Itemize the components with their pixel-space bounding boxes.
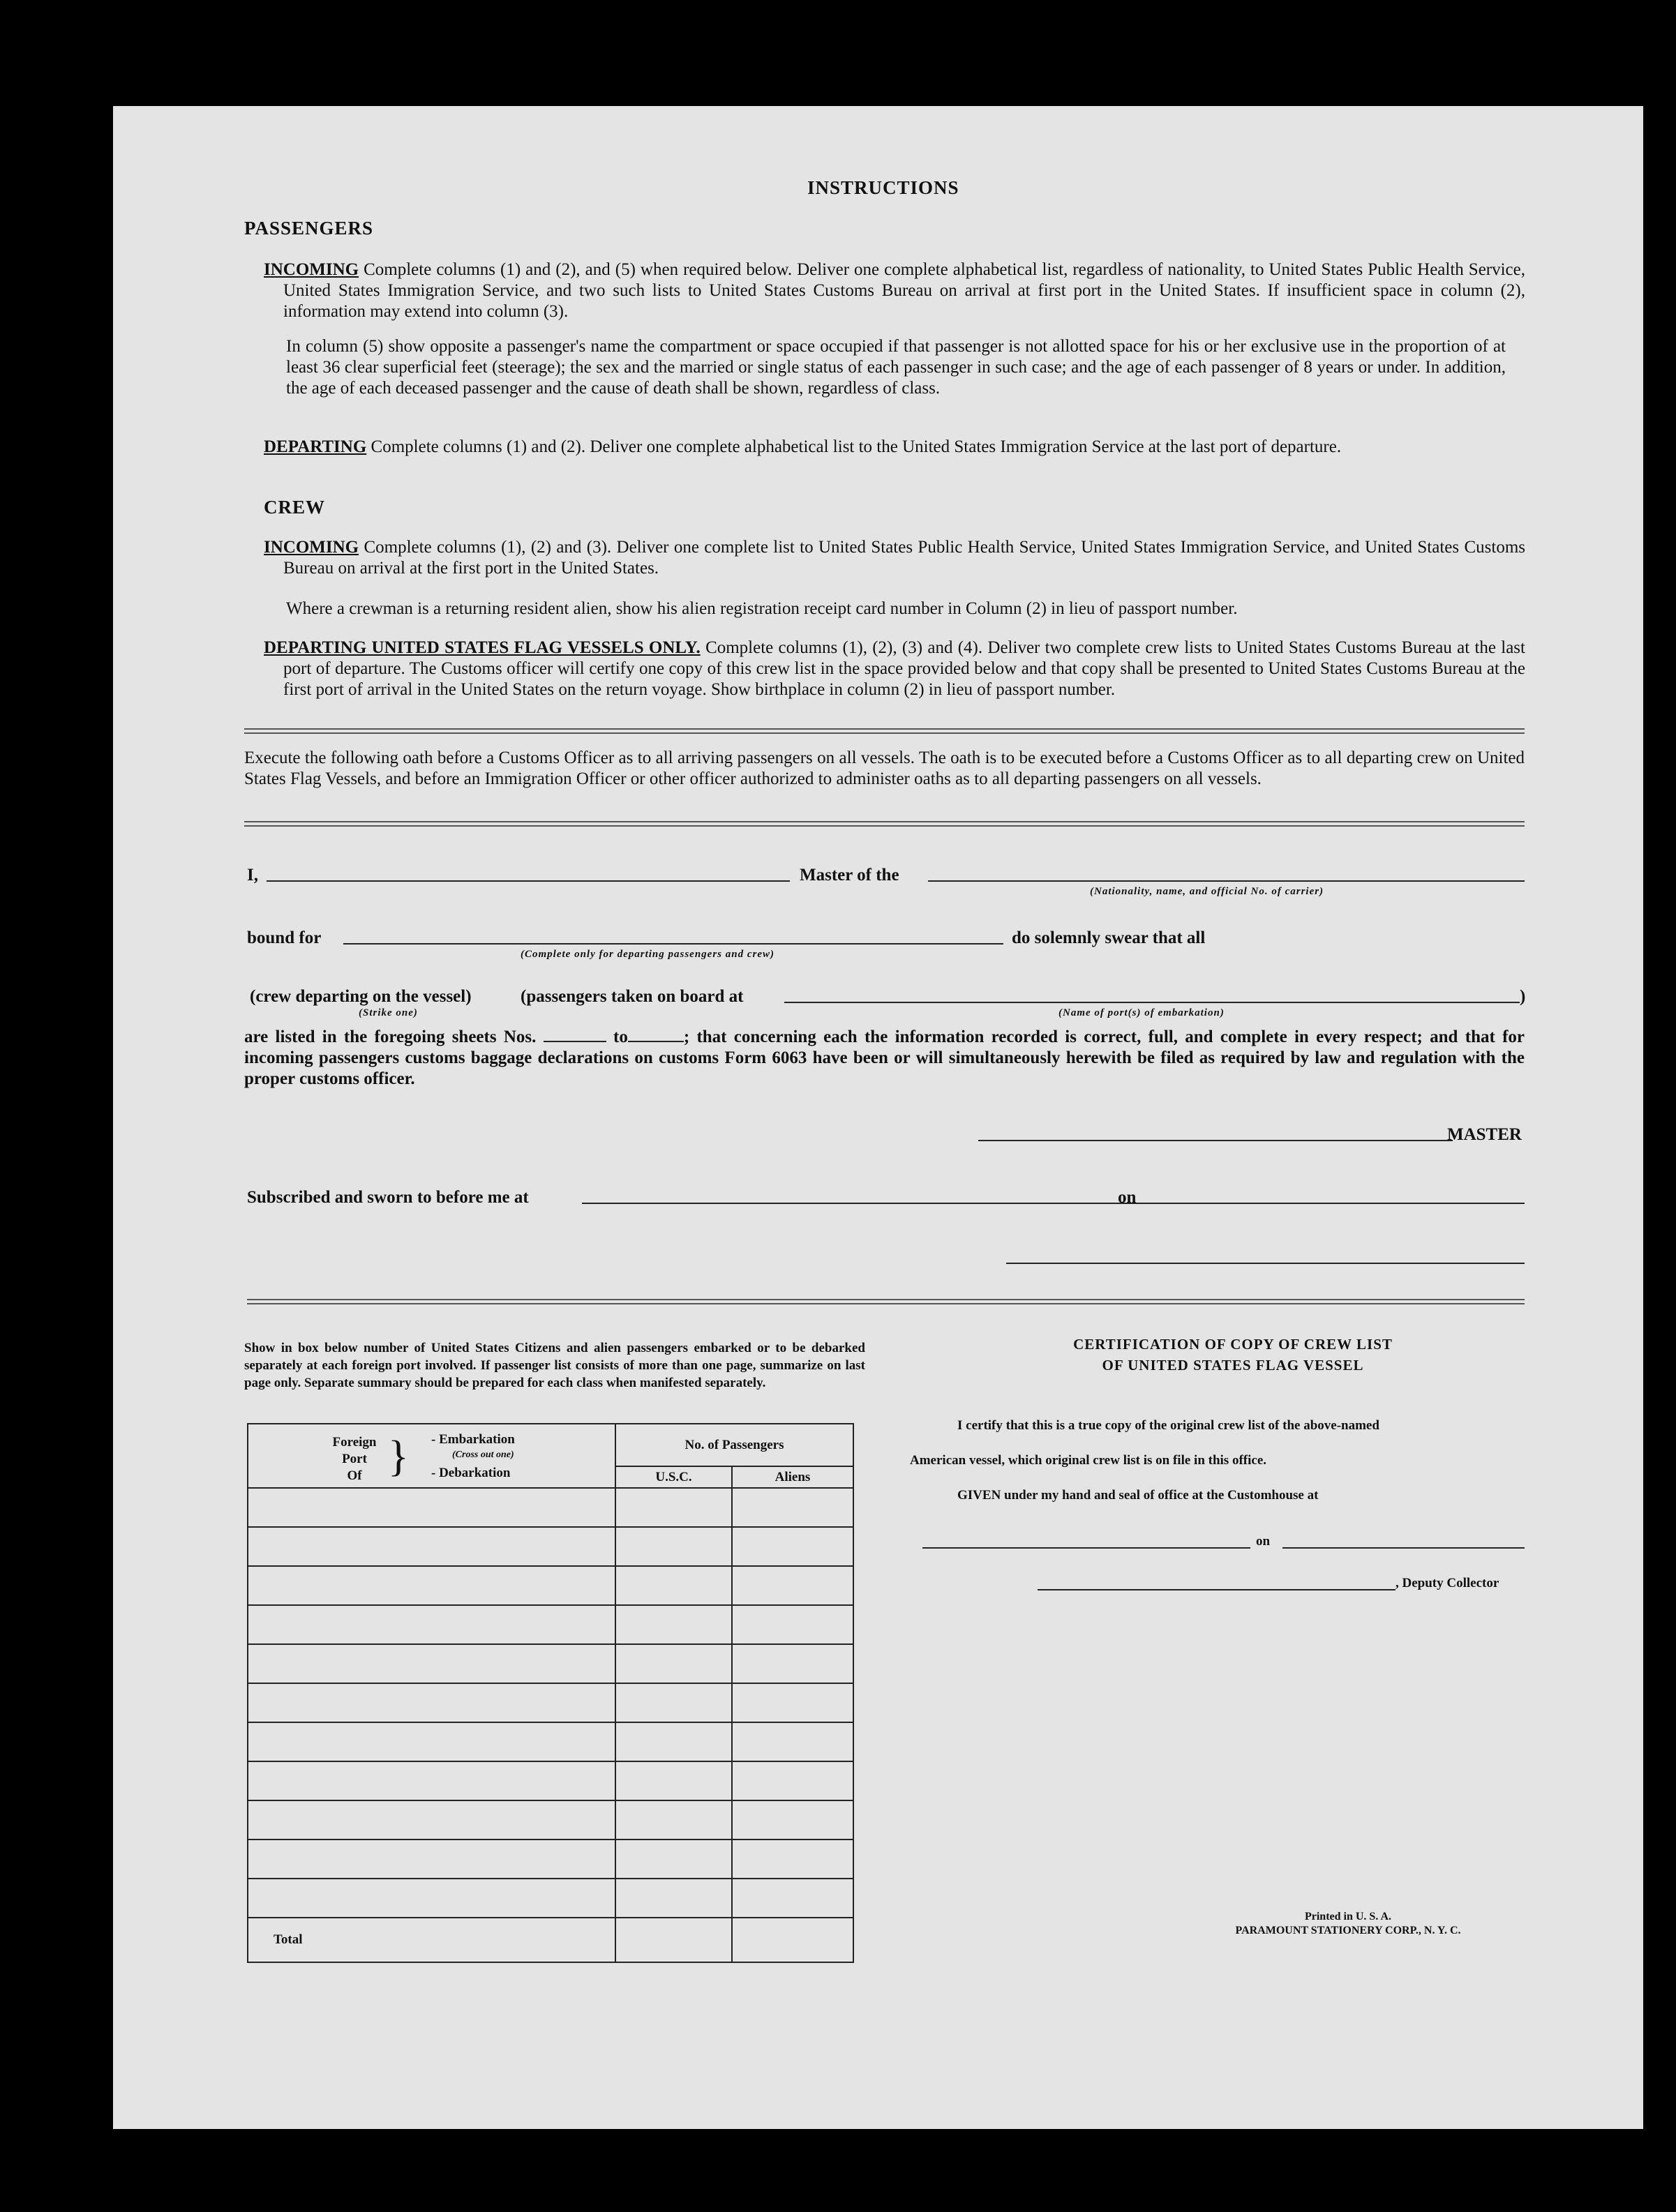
passengers-incoming-label: INCOMING	[264, 260, 359, 279]
port-cell[interactable]	[248, 1605, 615, 1644]
total-label: Total	[248, 1918, 615, 1962]
oath-i-label: I,	[247, 866, 258, 885]
master-name-field[interactable]	[267, 880, 790, 882]
embarkation-option[interactable]: - Embarkation	[431, 1432, 515, 1447]
port-cell[interactable]	[248, 1800, 615, 1839]
aliens-cell[interactable]	[732, 1683, 853, 1722]
aliens-cell[interactable]	[732, 1488, 853, 1527]
listed-to-label: to	[613, 1028, 628, 1046]
master-label: MASTER	[1447, 1125, 1522, 1144]
sworn-date-field[interactable]	[1144, 1203, 1525, 1204]
form-sheet	[113, 106, 1643, 2129]
port-cell[interactable]	[248, 1566, 615, 1605]
instructions-title: INSTRUCTIONS	[807, 177, 959, 198]
port-cell[interactable]	[248, 1722, 615, 1761]
table-row	[248, 1722, 853, 1761]
aliens-cell[interactable]	[732, 1722, 853, 1761]
deputy-signature-field[interactable]	[1038, 1589, 1396, 1590]
table-row	[248, 1683, 853, 1722]
printer-line-2: PARAMOUNT STATIONERY CORP., N. Y. C.	[1235, 1925, 1461, 1936]
sheet-to-field[interactable]	[628, 1041, 684, 1042]
crew-incoming-text: Complete columns (1), (2) and (3). Deliver one complete list to United States Public Health Service, United States Immigration Service, and United States Customs Bureau on arrival at the first port in the United States.	[283, 538, 1525, 578]
swear-text: do solemnly swear that all	[1012, 928, 1206, 947]
usc-header: U.S.C.	[615, 1466, 732, 1488]
carrier-field[interactable]	[928, 880, 1525, 882]
table-row	[248, 1488, 853, 1527]
passengers-departing-label: DEPARTING	[264, 437, 367, 456]
aliens-cell[interactable]	[732, 1800, 853, 1839]
usc-cell[interactable]	[615, 1566, 732, 1605]
passengers-column5-paragraph: In column (5) show opposite a passenger's name the compartment or space occupied if that passenger is not allotted space for his or her exclusive use in the proportion of at least 36 clear superficial feet (steerage); the sex and the married or single status of each passenger in such case; and the age of each passenger of 8 years or under. In addition, the age of each deceased passenger and the cause of death shall be shown, regardless of class.	[286, 337, 1506, 398]
passengers-taken-option: (passengers taken on board at	[521, 987, 744, 1006]
port-cell[interactable]	[248, 1879, 615, 1918]
crew-incoming-label: INCOMING	[264, 538, 359, 557]
table-row	[248, 1566, 853, 1605]
cross-out-caption: (Cross out one)	[452, 1450, 514, 1460]
table-row	[248, 1761, 853, 1800]
ports-caption: (Name of port(s) of embarkation)	[1058, 1007, 1225, 1018]
of-label: Of	[347, 1468, 362, 1483]
usc-cell[interactable]	[615, 1488, 732, 1527]
certification-line-3: GIVEN under my hand and seal of office at the Customhouse at	[957, 1488, 1319, 1503]
port-label: Port	[342, 1452, 367, 1466]
aliens-header: Aliens	[732, 1466, 853, 1488]
crew-departing-option: (crew departing on the vessel)	[250, 987, 472, 1006]
crew-resident-paragraph: Where a crewman is a returning resident alien, show his alien registration receipt card number in Column (2) in lieu of passport number.	[286, 599, 1238, 618]
passengers-departing-text: Complete columns (1) and (2). Deliver one complete alphabetical list to the United States Immigration Service at the last port of departure.	[366, 437, 1342, 456]
certification-date-field[interactable]	[1282, 1547, 1525, 1549]
summary-intro: Show in box below number of United States Citizens and alien passengers embarked or to be debarked separately at each foreign port involved. If passenger list consists of more than one page, summarize on last page only. Separate summary should be prepared for each class when manifested separately.	[244, 1341, 865, 1390]
oath-listed-paragraph	[244, 1027, 1525, 1090]
port-cell[interactable]	[248, 1839, 615, 1879]
aliens-cell[interactable]	[732, 1605, 853, 1644]
table-row	[248, 1839, 853, 1879]
usc-cell[interactable]	[615, 1879, 732, 1918]
passenger-summary-table	[247, 1423, 854, 1963]
table-row	[248, 1644, 853, 1683]
usc-cell[interactable]	[615, 1800, 732, 1839]
table-row	[248, 1605, 853, 1644]
passengers-departing-paragraph	[264, 437, 1525, 458]
debarkation-option[interactable]: - Debarkation	[431, 1466, 511, 1480]
usc-cell[interactable]	[615, 1722, 732, 1761]
crew-incoming-paragraph	[264, 537, 1525, 579]
certification-title-line-2: OF UNITED STATES FLAG VESSEL	[1102, 1357, 1364, 1374]
certification-title	[1024, 1334, 1442, 1376]
strike-one-caption: (Strike one)	[359, 1007, 418, 1018]
master-signature-field[interactable]	[978, 1140, 1453, 1141]
carrier-caption: (Nationality, name, and official No. of carrier)	[1090, 886, 1324, 897]
sworn-on-label: on	[1118, 1188, 1137, 1207]
subscribed-label: Subscribed and sworn to before me at	[247, 1188, 529, 1207]
listed-text-a: are listed in the foregoing sheets Nos.	[244, 1028, 537, 1046]
usc-cell[interactable]	[615, 1527, 732, 1566]
section-divider	[247, 1299, 1525, 1304]
total-aliens-cell[interactable]	[732, 1918, 853, 1962]
port-cell[interactable]	[248, 1527, 615, 1566]
deputy-collector-label: , Deputy Collector	[1396, 1576, 1499, 1590]
passengers-incoming-text: Complete columns (1) and (2), and (5) when required below. Deliver one complete alphabetical list, regardless of nationality, to United States Public Health Service, United States Immigration Service, and two such lists to United States Customs Bureau on arrival at first port in the United States. If insufficient space in column (2), information may extend into column (3).	[283, 260, 1525, 321]
passengers-incoming-paragraph	[264, 259, 1525, 322]
crew-departing-paragraph	[264, 638, 1525, 700]
aliens-cell[interactable]	[732, 1527, 853, 1566]
table-row	[248, 1527, 853, 1566]
bound-for-label: bound for	[247, 928, 322, 947]
certification-line-2: American vessel, which original crew list is on file in this office.	[910, 1453, 1267, 1468]
aliens-cell[interactable]	[732, 1761, 853, 1800]
port-cell[interactable]	[248, 1488, 615, 1527]
printer-imprint	[1188, 1910, 1509, 1938]
certification-on-label: on	[1256, 1534, 1271, 1549]
port-header-cell	[248, 1424, 615, 1488]
usc-cell[interactable]	[615, 1644, 732, 1683]
crew-heading: CREW	[264, 497, 326, 518]
usc-cell[interactable]	[615, 1605, 732, 1644]
section-divider	[244, 728, 1525, 734]
close-paren: )	[1520, 987, 1526, 1006]
usc-cell[interactable]	[615, 1839, 732, 1879]
foreign-label: Foreign	[332, 1435, 377, 1450]
aliens-cell[interactable]	[732, 1839, 853, 1879]
crew-departing-text: Complete columns (1), (2), (3) and (4). Deliver two complete crew lists to United States Customs Bureau at the last port of departure. The Customs officer will certify one copy of this crew list in the space provided below and that copy shall be presented to United States Customs Bureau at the first port of arrival in the United States on the return voyage. Show birthplace in column (2) in lieu of passport number.	[283, 638, 1525, 699]
port-cell[interactable]	[248, 1644, 615, 1683]
destination-caption: (Complete only for departing passengers and crew)	[521, 949, 775, 960]
sheet-from-field[interactable]	[544, 1041, 606, 1042]
passengers-heading: PASSENGERS	[244, 218, 374, 239]
oath-intro: Execute the following oath before a Customs Officer as to all arriving passengers on all vessels. The oath is to be executed before a Customs Officer as to all departing crew on United States Flag Vessels, and before an Immigration Officer or other officer authorized to administer oaths as to all departing passengers on all vessels.	[244, 748, 1525, 788]
port-cell[interactable]	[248, 1683, 615, 1722]
aliens-cell[interactable]	[732, 1879, 853, 1918]
port-cell[interactable]	[248, 1761, 615, 1800]
aliens-cell[interactable]	[732, 1644, 853, 1683]
no-passengers-header: No. of Passengers	[615, 1424, 853, 1466]
aliens-cell[interactable]	[732, 1566, 853, 1605]
usc-cell[interactable]	[615, 1683, 732, 1722]
certification-title-line-1: CERTIFICATION OF COPY OF CREW LIST	[1073, 1336, 1393, 1353]
section-divider	[244, 821, 1525, 827]
customhouse-field[interactable]	[922, 1547, 1250, 1549]
destination-field[interactable]	[343, 943, 1003, 945]
crew-departing-label: DEPARTING UNITED STATES FLAG VESSELS ONLY.	[264, 638, 701, 657]
certification-line-1: I certify that this is a true copy of the original crew list of the above-named	[957, 1418, 1379, 1433]
brace-icon: }	[388, 1433, 409, 1480]
table-row	[248, 1879, 853, 1918]
embarkation-ports-field[interactable]	[784, 1002, 1520, 1003]
listed-text-b: ; that concerning each the information recorded is correct, full, and complete in every respect; and that for incoming passengers customs baggage declarations on customs Form 6063 have been or will simultaneously herewith be filed as required by law and regulation with the proper customs officer.	[244, 1028, 1525, 1088]
printer-line-1: Printed in U. S. A.	[1304, 1911, 1391, 1923]
usc-cell[interactable]	[615, 1761, 732, 1800]
total-usc-cell[interactable]	[615, 1918, 732, 1962]
table-row	[248, 1800, 853, 1839]
master-of-the-label: Master of the	[800, 866, 899, 885]
foreign-port-of-label	[327, 1434, 382, 1484]
officer-signature-field[interactable]	[1006, 1263, 1525, 1264]
